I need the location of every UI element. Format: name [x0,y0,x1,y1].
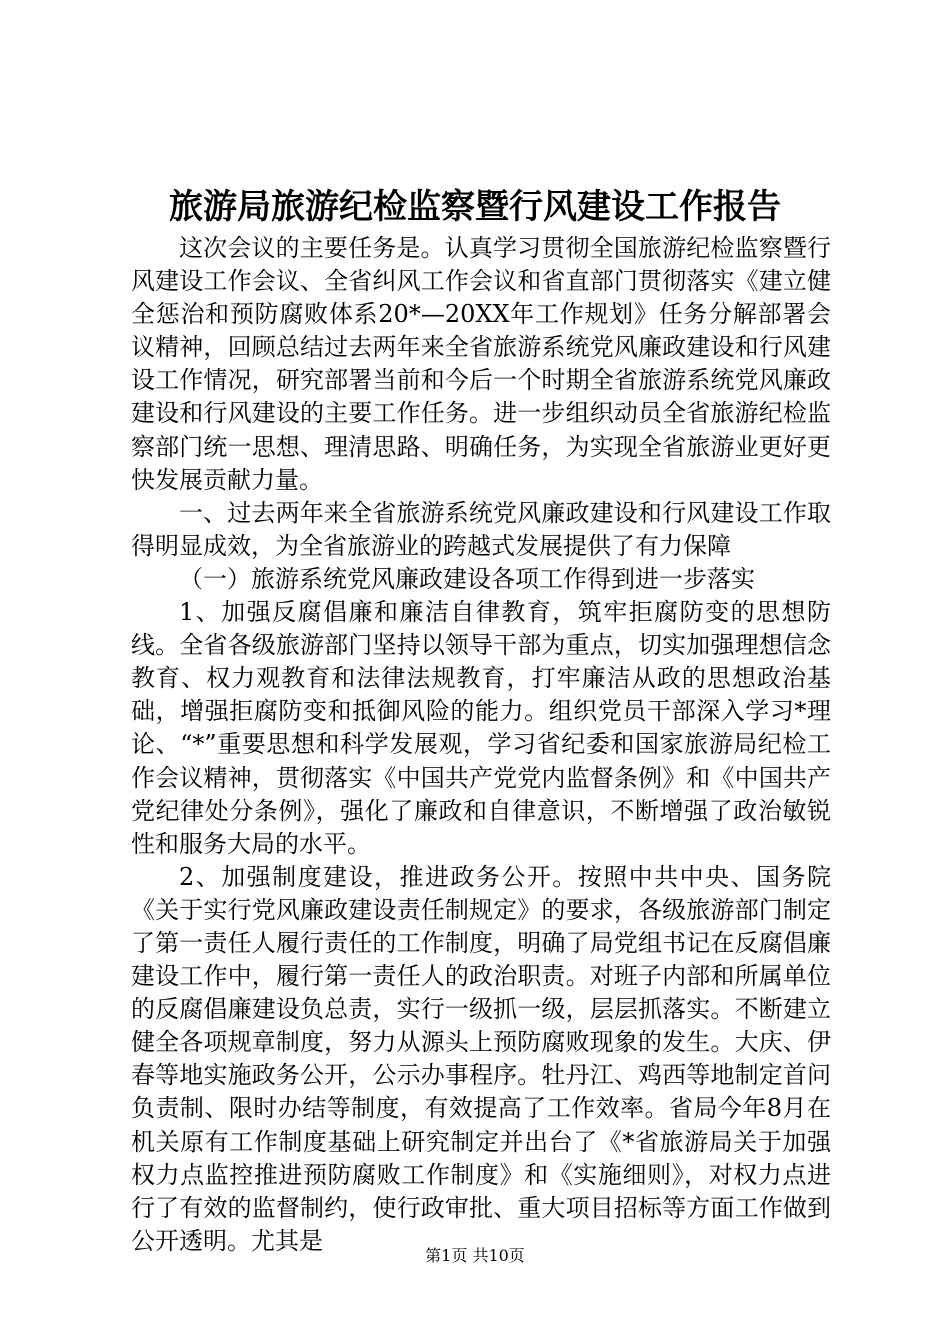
document-title: 旅游局旅游纪检监察暨行风建设工作报告 [169,187,781,227]
page-number-footer: 第1页 共10页 [425,1246,525,1265]
section-heading-1: 一、过去两年来全省旅游系统党风廉政建设和行风建设工作取得明显成效，为全省旅游业的跨越式发展提供了有力保障 [131,498,831,560]
paragraph-intro: 这次会议的主要任务是。认真学习贯彻全国旅游纪检监察暨行风建设工作会议、全省纠风工作会议和省直部门贯彻落实《建立健全惩治和预防腐败体系20*—20XX年工作规划》任务分解部署会议精神，回顾总结过去两年来全省旅游系统党风廉政建设和行风建设工作情况，研究部署当前和今后一个时期全省旅游系统党风廉政建设和行风建设的主要工作任务。进一步组织动员全省旅游纪检监察部门统一思想、理清思路、明确任务，为实现全省旅游业更好更快发展贡献力量。 [131,234,831,494]
subsection-heading-1: （一）旅游系统党风廉政建设各项工作得到进一步落实 [179,564,755,593]
paragraph-item-2: 2、加强制度建设，推进政务公开。按照中共中央、国务院《关于实行党风廉政建设责任制规定》的要求，各级旅游部门制定了第一责任人履行责任的工作制度，明确了局党组书记在反腐倡廉建设工作中，履行第一责任人的政治职责。对班子内部和所属单位的反腐倡廉建设负总责，实行一级抓一级，层层抓落实。不断建立健全各项规章制度，努力从源头上预防腐败现象的发生。大庆、伊春等地实施政务公开，公示办事程序。牡丹江、鸡西等地制定首问负责制、限时办结等制度，有效提高了工作效率。省局今年8月在机关原有工作制度基础上研究制定并出台了《*省旅游局关于加强权力点监控推进预防腐败工作制度》和《实施细则》，对权力点进行了有效的监督制约，使行政审批、重大项目招标等方面工作做到公开透明。尤其是 [131,862,831,1255]
paragraph-item-1: 1、加强反腐倡廉和廉洁自律教育，筑牢拒腐防变的思想防线。全省各级旅游部门坚持以领导干部为重点，切实加强理想信念教育、权力观教育和法律法规教育，打牢廉洁从政的思想政治基础，增强拒腐防变和抵御风险的能力。组织党员干部深入学习*理论、“*”重要思想和科学发展观，学习省纪委和国家旅游局纪检工作会议精神，贯彻落实《中国共产党党内监督条例》和《中国共产党纪律处分条例》，强化了廉政和自律意识，不断增强了政治敏锐性和服务大局的水平。 [131,598,831,858]
document-body [131,232,831,1258]
